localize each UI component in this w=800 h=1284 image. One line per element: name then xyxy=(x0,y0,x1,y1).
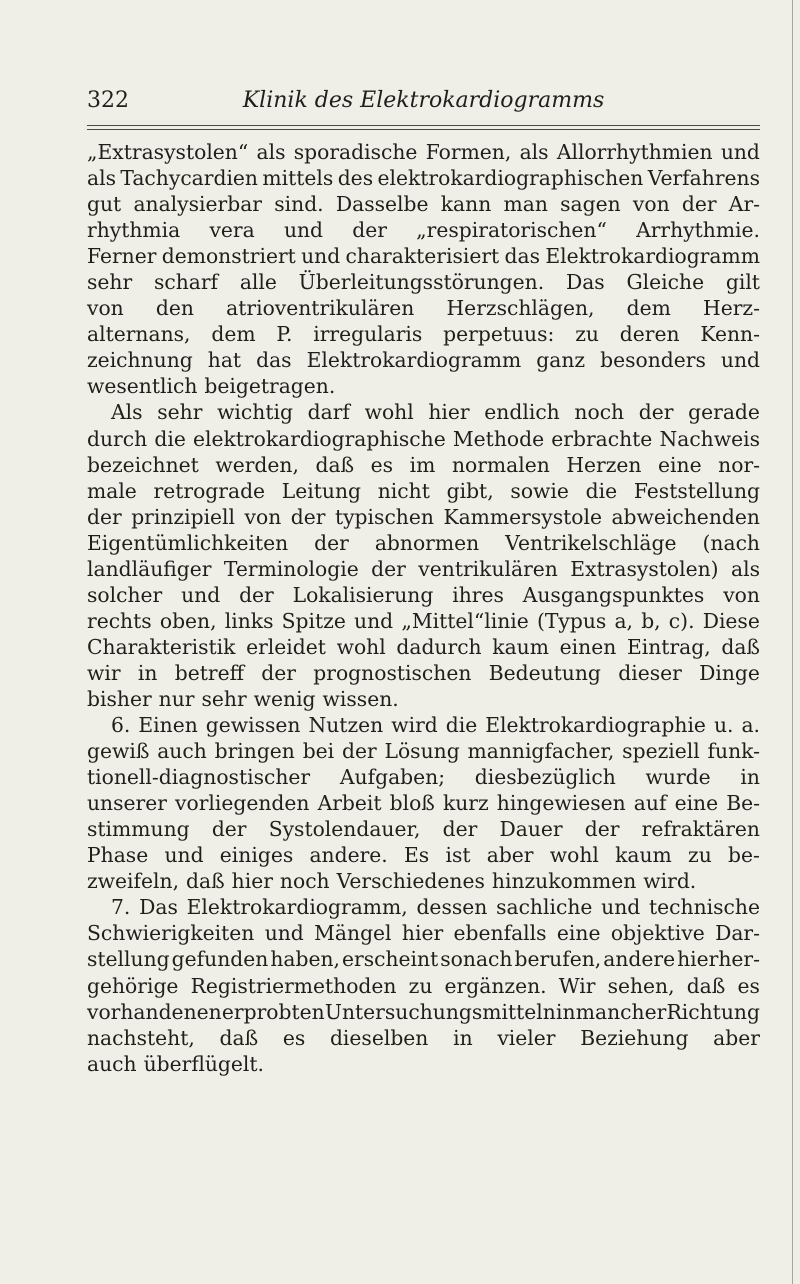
header-rule-top xyxy=(87,125,760,126)
text-line: der prinzipiell von der typischen Kammersystole abweichenden xyxy=(87,504,760,529)
text-line: male retrograde Leitung nicht gibt, sowie die Feststellung xyxy=(87,478,760,503)
page-edge xyxy=(792,0,793,1284)
text-line: von den atrioventrikulären Herzschlägen, dem Herz- xyxy=(87,296,760,321)
text-line: bisher nur sehr wenig wissen. xyxy=(87,686,399,711)
text-line: stellung gefunden haben, erscheint sonach berufen, andere hierher- xyxy=(87,947,760,972)
text-line: Schwierigkeiten und Mängel hier ebenfalls eine objektive Dar- xyxy=(87,921,760,946)
text-line: stimmung der Systolendauer, der Dauer der refraktären xyxy=(87,817,760,842)
text-line: sehr scharf alle Überleitungsstörungen. Das Gleiche gilt xyxy=(87,270,760,295)
body-text xyxy=(87,139,760,1077)
page-number: 322 xyxy=(87,88,129,113)
text-line: gewiß auch bringen bei der Lösung mannigfacher, speziell funk- xyxy=(87,739,760,764)
text-line: auch überflügelt. xyxy=(87,1051,264,1076)
text-line: zeichnung hat das Elektrokardiogramm ganz besonders und xyxy=(87,348,760,373)
running-title: Klinik des Elektrokardiogramms xyxy=(242,88,605,113)
text-line: wir in betreff der prognostischen Bedeutung dieser Dinge xyxy=(87,660,760,685)
text-line: bezeichnet werden, daß es im normalen Herzen eine nor- xyxy=(87,452,760,477)
text-line: zweifeln, daß hier noch Verschiedenes hinzukommen wird. xyxy=(87,869,697,894)
text-line: rhythmia vera und der „respiratorischen“ Arrhythmie. xyxy=(87,218,760,243)
text-line: Phase und einiges andere. Es ist aber wohl kaum zu be- xyxy=(87,843,760,868)
text-line: landläufiger Terminologie der ventrikulären Extrasystolen) als xyxy=(87,556,760,581)
text-line: rechts oben, links Spitze und „Mittel“linie (Typus a, b, c). Diese xyxy=(87,608,760,633)
text-line: alternans, dem P. irregularis perpetuus: zu deren Kenn- xyxy=(87,322,760,347)
text-line: vorhandenen erprobten Untersuchungsmitteln in mancher Richtung xyxy=(87,999,760,1024)
text-line: wesentlich beigetragen. xyxy=(87,374,336,399)
text-line: gehörige Registriermethoden zu ergänzen. Wir sehen, daß es xyxy=(87,973,760,998)
header-rule-bottom xyxy=(87,129,760,130)
text-line: 6. Einen gewissen Nutzen wird die Elektrokardiographie u. a. xyxy=(111,713,760,738)
text-line: 7. Das Elektrokardiogramm, dessen sachliche und technische xyxy=(111,895,760,920)
text-line: „Extrasystolen“ als sporadische Formen, als Allorrhythmien und xyxy=(87,140,760,164)
text-line: Eigentümlichkeiten der abnormen Ventrikelschläge (nach xyxy=(87,530,760,555)
text-line: nachsteht, daß es dieselben in vieler Beziehung aber xyxy=(87,1025,760,1050)
text-line: gut analysierbar sind. Dasselbe kann man sagen von der Ar- xyxy=(87,192,760,217)
text-line: unserer vorliegenden Arbeit bloß kurz hingewiesen auf eine Be- xyxy=(87,791,760,816)
text-line: solcher und der Lokalisierung ihres Ausgangspunktes von xyxy=(87,582,760,607)
text-line: durch die elektrokardiographische Methode erbrachte Nachweis xyxy=(87,426,760,451)
text-line: als Tachycardien mittels des elektrokardiographischen Verfahrens xyxy=(87,166,760,191)
text-line: Charakteristik erleidet wohl dadurch kaum einen Eintrag, daß xyxy=(87,634,760,659)
text-line: tionell-diagnostischer Aufgaben; diesbezüglich wurde in xyxy=(87,765,760,790)
page-header xyxy=(87,88,760,118)
text-line: Ferner demonstriert und charakterisiert das Elektrokardiogramm xyxy=(87,244,760,269)
text-line: Als sehr wichtig darf wohl hier endlich noch der gerade xyxy=(111,400,760,425)
